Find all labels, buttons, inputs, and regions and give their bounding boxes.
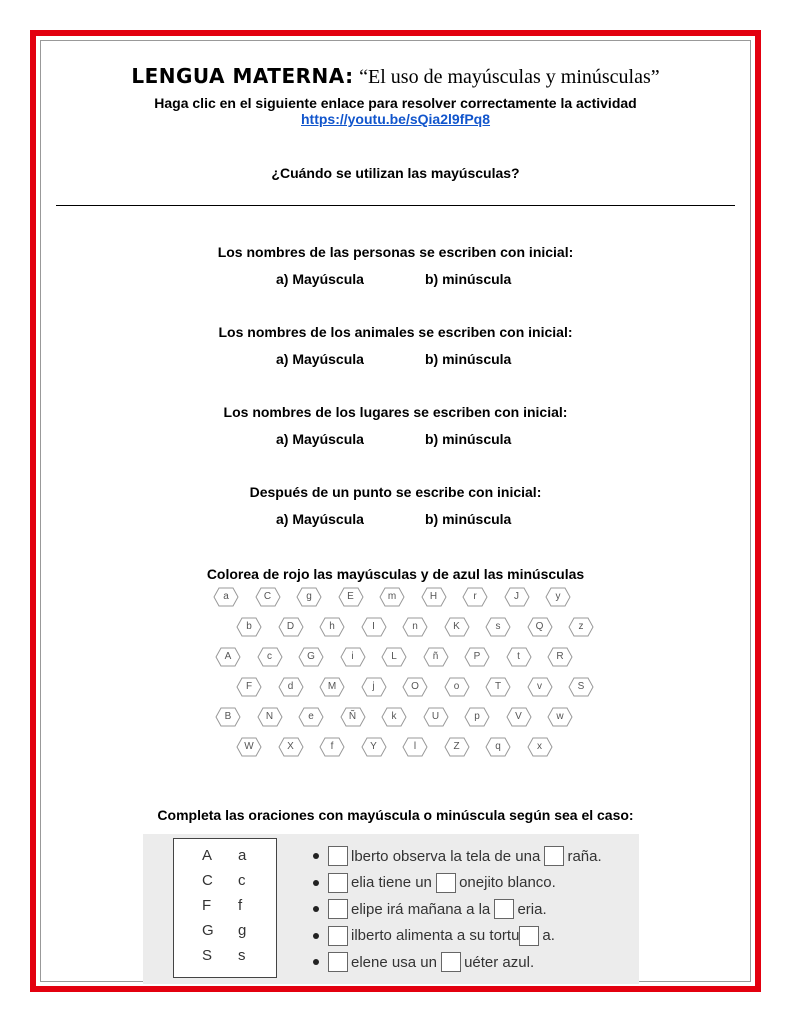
option-a[interactable]: a) Mayúscula <box>276 431 364 447</box>
sentence-item <box>313 845 602 867</box>
color-instruction: Colorea de rojo las mayúsculas y de azul las minúsculas <box>206 566 585 582</box>
sentence-text: raña. <box>567 847 602 865</box>
hex-letter-label: z <box>578 621 584 632</box>
hex-letter[interactable] <box>545 587 571 607</box>
hex-letter[interactable] <box>462 587 488 607</box>
topic-label: “El uso de mayúsculas y minúsculas” <box>359 66 660 88</box>
hex-letter-label: p <box>474 711 480 722</box>
instruction-text: Haga clic en el siguiente enlace para resolver correctamente la actividad <box>154 95 637 111</box>
hex-letter[interactable] <box>402 677 428 697</box>
hex-letter-label: k <box>391 711 397 722</box>
hex-letter-label: h <box>329 621 335 632</box>
hex-letter-label: F <box>245 681 253 692</box>
hex-letter[interactable] <box>298 707 324 727</box>
bullet-icon <box>313 853 319 859</box>
hex-letter-label: E <box>347 591 354 602</box>
hex-letter-label: H <box>429 591 438 602</box>
hex-letter[interactable] <box>506 647 532 667</box>
sentence-text: lberto observa la tela de una <box>351 847 545 865</box>
bullet-icon <box>313 933 319 939</box>
blank-box[interactable] <box>436 873 456 893</box>
hex-letter[interactable] <box>527 677 553 697</box>
lowercase-letter: f <box>238 897 243 914</box>
complete-instruction: Completa las oraciones con mayúscula o minúscula según sea el caso: <box>157 807 634 823</box>
sentence-text: elipe irá mañana a la <box>351 900 495 918</box>
hex-letter[interactable] <box>485 617 511 637</box>
hex-letter[interactable] <box>444 737 470 757</box>
hex-letter[interactable] <box>381 707 407 727</box>
hex-letter-label: C <box>263 591 272 602</box>
hex-letter[interactable] <box>319 737 345 757</box>
sentence-text: ilberto alimenta a su tortu <box>351 927 520 944</box>
sentence-item <box>313 872 556 894</box>
uppercase-letter: G <box>202 922 214 939</box>
sentence-text: a. <box>542 927 555 944</box>
blank-box[interactable] <box>328 873 348 893</box>
hex-letter-label: G <box>307 651 315 662</box>
hex-letter[interactable] <box>485 737 511 757</box>
hex-letter[interactable] <box>215 647 241 667</box>
hex-letter-label: n <box>412 621 418 632</box>
hex-letter[interactable] <box>257 647 283 667</box>
option-a[interactable]: a) Mayúscula <box>276 351 364 367</box>
option-b[interactable]: b) minúscula <box>425 511 512 527</box>
blank-box[interactable] <box>494 899 514 919</box>
lowercase-letter: c <box>238 872 246 889</box>
hex-letter[interactable] <box>319 677 345 697</box>
hex-letter-label: B <box>224 711 232 722</box>
uppercase-letter: S <box>202 947 213 964</box>
hex-letter-label: D <box>286 621 295 632</box>
hex-letter[interactable] <box>236 737 262 757</box>
hex-letter[interactable] <box>236 617 262 637</box>
hex-letter-label: o <box>453 681 460 692</box>
hexagon-letter-grid <box>200 587 600 772</box>
option-b[interactable]: b) minúscula <box>425 431 512 447</box>
hex-letter-label: Y <box>370 741 377 752</box>
option-b[interactable]: b) minúscula <box>425 351 512 367</box>
hex-letter[interactable] <box>278 737 304 757</box>
question-text: Los nombres de las personas se escriben con inicial: <box>217 244 574 260</box>
hex-letter-label: r <box>473 591 477 602</box>
hex-letter-label: Ñ <box>348 711 357 722</box>
sentence-text: onejito blanco. <box>459 874 556 891</box>
blank-box[interactable] <box>328 899 348 919</box>
hex-letter-label: V <box>515 711 522 722</box>
question-text: Los nombres de los animales se escriben con inicial: <box>218 324 573 340</box>
blank-box[interactable] <box>519 926 539 946</box>
hex-letter-label: c <box>267 651 272 662</box>
hex-letter[interactable] <box>423 707 449 727</box>
hex-letter-label: m <box>387 591 397 602</box>
hex-letter[interactable] <box>298 647 324 667</box>
hex-letter[interactable] <box>213 587 239 607</box>
hex-letter[interactable] <box>338 587 364 607</box>
hex-letter-label: Z <box>453 741 460 752</box>
hex-letter[interactable] <box>444 617 470 637</box>
sentence-item <box>313 925 555 947</box>
option-a[interactable]: a) Mayúscula <box>276 511 364 527</box>
hex-letter[interactable] <box>402 737 428 757</box>
hex-letter[interactable] <box>215 707 241 727</box>
hex-letter-label: M <box>327 681 337 692</box>
sentence-item <box>313 898 547 920</box>
bullet-icon <box>313 880 319 886</box>
hex-letter-label: S <box>577 681 585 692</box>
hex-letter[interactable] <box>527 737 553 757</box>
hex-letter-label: I <box>372 621 375 632</box>
hex-letter[interactable] <box>444 677 470 697</box>
letter-pairs-box <box>173 838 277 978</box>
hex-letter[interactable] <box>568 677 594 697</box>
hex-letter-label: q <box>495 741 501 752</box>
hex-letter-label: t <box>517 651 520 662</box>
option-a[interactable]: a) Mayúscula <box>276 271 364 287</box>
hex-letter[interactable] <box>379 587 405 607</box>
hex-letter-label: x <box>537 741 542 752</box>
uppercase-letter: C <box>202 872 213 889</box>
hex-letter[interactable] <box>361 737 387 757</box>
hex-letter-label: Q <box>535 621 544 632</box>
hex-letter-label: f <box>330 741 334 752</box>
hex-letter-label: X <box>287 741 294 752</box>
blank-box[interactable] <box>328 952 348 972</box>
page-title <box>0 64 791 89</box>
hex-letter-label: L <box>391 651 397 662</box>
hex-letter-label: g <box>306 591 312 602</box>
hex-letter[interactable] <box>421 587 447 607</box>
hex-letter-label: P <box>473 651 481 662</box>
hex-letter-label: J <box>514 591 519 602</box>
video-link[interactable]: https://youtu.be/sQia2l9fPq8 <box>300 111 491 127</box>
hex-letter-label: K <box>453 621 460 632</box>
lowercase-letter: g <box>238 922 247 939</box>
answer-line <box>56 205 735 206</box>
sentence-text: elene usa un <box>351 953 442 971</box>
hex-letter[interactable] <box>340 647 366 667</box>
sentence-text: uéter azul. <box>464 953 535 971</box>
hex-letter-label: U <box>431 711 440 722</box>
hex-letter[interactable] <box>278 677 304 697</box>
lowercase-letter: s <box>238 947 246 964</box>
hex-letter-label: T <box>494 681 502 692</box>
hex-letter-label: R <box>556 651 564 662</box>
blank-box[interactable] <box>544 846 564 866</box>
hex-letter-label: y <box>555 591 561 602</box>
sentence-text: eria. <box>517 900 547 918</box>
hex-letter[interactable] <box>319 617 345 637</box>
lowercase-letter: a <box>238 847 247 864</box>
hex-letter-label: ñ <box>432 651 439 662</box>
hex-letter[interactable] <box>547 647 573 667</box>
hex-letter[interactable] <box>236 677 262 697</box>
hex-letter-label: s <box>495 621 501 632</box>
hex-letter[interactable] <box>547 707 573 727</box>
hex-letter[interactable] <box>568 617 594 637</box>
sentence-item <box>313 951 534 973</box>
blank-box[interactable] <box>328 926 348 946</box>
hex-letter-label: W <box>244 741 254 752</box>
hex-letter-label: a <box>223 591 229 602</box>
hex-letter-label: N <box>265 711 274 722</box>
hex-letter[interactable] <box>257 707 283 727</box>
blank-box[interactable] <box>441 952 461 972</box>
hex-letter[interactable] <box>464 707 490 727</box>
hex-letter-label: d <box>287 681 294 692</box>
hex-letter-label: v <box>537 681 542 692</box>
uppercase-letter: A <box>202 847 213 864</box>
blank-box[interactable] <box>328 846 348 866</box>
hex-letter[interactable] <box>278 617 304 637</box>
hex-letter[interactable] <box>504 587 530 607</box>
hex-letter[interactable] <box>340 707 366 727</box>
question-text: Después de un punto se escribe con inicial: <box>249 484 542 500</box>
bullet-icon <box>313 906 319 912</box>
hex-letter[interactable] <box>296 587 322 607</box>
hex-letter-label: j <box>372 681 375 692</box>
subject-label: LENGUA MATERNA: <box>131 64 354 88</box>
hex-letter[interactable] <box>423 647 449 667</box>
hex-letter-label: A <box>224 651 232 662</box>
hex-letter-label: b <box>246 621 252 632</box>
hex-letter-label: w <box>556 711 564 722</box>
hex-letter-label: i <box>351 651 354 662</box>
open-question: ¿Cuándo se utilizan las mayúsculas? <box>271 165 520 181</box>
hex-letter[interactable] <box>381 647 407 667</box>
hex-letter[interactable] <box>402 617 428 637</box>
hex-letter[interactable] <box>361 677 387 697</box>
sentence-text: elia tiene un <box>351 874 437 891</box>
hex-letter[interactable] <box>361 617 387 637</box>
hex-letter[interactable] <box>464 647 490 667</box>
hex-letter[interactable] <box>255 587 281 607</box>
hex-letter[interactable] <box>485 677 511 697</box>
hex-letter-label: e <box>308 711 314 722</box>
option-b[interactable]: b) minúscula <box>425 271 512 287</box>
question-text: Los nombres de los lugares se escriben con inicial: <box>223 404 568 420</box>
hex-letter[interactable] <box>506 707 532 727</box>
bullet-icon <box>313 959 319 965</box>
hex-letter[interactable] <box>527 617 553 637</box>
uppercase-letter: F <box>202 897 212 914</box>
hex-letter-label: O <box>411 681 419 692</box>
hex-letter-label: l <box>413 741 417 752</box>
